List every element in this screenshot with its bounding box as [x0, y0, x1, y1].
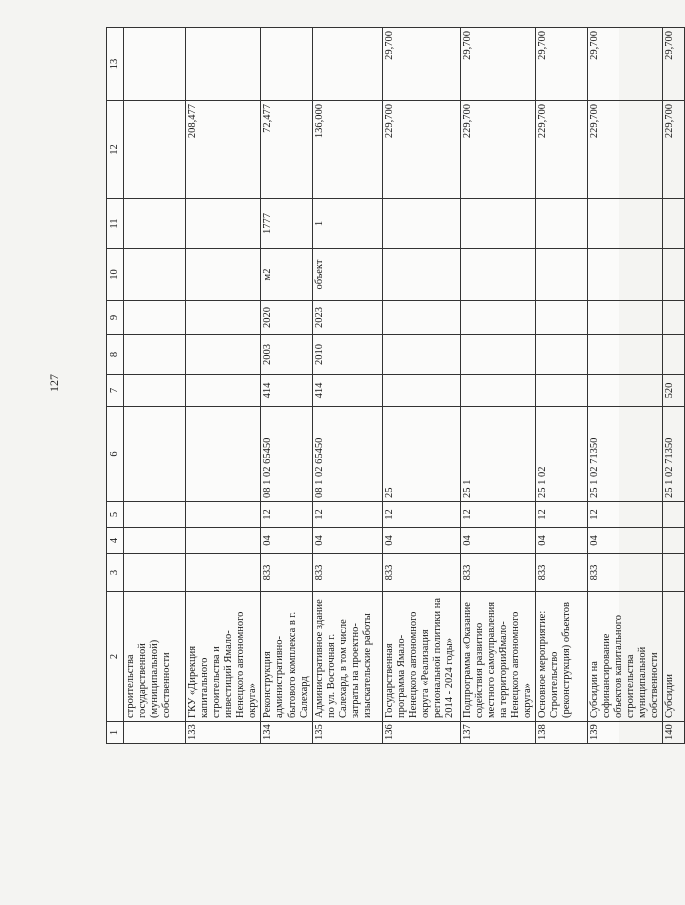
table-cell-c10: [124, 249, 186, 301]
table-cell-n: 136: [382, 722, 460, 744]
table-cell-c5: 12: [536, 502, 588, 528]
table-cell-c10: [186, 249, 261, 301]
table-row: [382, 28, 460, 744]
table-cell-c8: [124, 335, 186, 375]
table-cell-c7: 414: [312, 375, 382, 407]
table-cell-c5: 12: [382, 502, 460, 528]
table-cell-c6: [186, 407, 261, 502]
table-cell-c7: 414: [261, 375, 312, 407]
table-cell-c9: [663, 301, 685, 335]
table-cell-c10: [460, 249, 535, 301]
table-cell-name: строительства государственной (муниципальной) собственности: [124, 592, 186, 722]
table-cell-c5: [663, 502, 685, 528]
table-cell-n: [124, 722, 186, 744]
table-cell-c6: 08 1 02 65450: [312, 407, 382, 502]
table-cell-c13: 29,700: [382, 28, 460, 101]
table-cell-c7: [588, 375, 663, 407]
table-cell-c6: [124, 407, 186, 502]
header-cell: 8: [107, 335, 124, 375]
table-cell-c11: [536, 199, 588, 249]
table-cell-c7: [186, 375, 261, 407]
table-cell-c6: 25 1 02: [536, 407, 588, 502]
table-cell-c13: [186, 28, 261, 101]
table-cell-c9: [460, 301, 535, 335]
table-cell-c11: [663, 199, 685, 249]
table-cell-n: 134: [261, 722, 312, 744]
table-row: [186, 28, 261, 744]
header-cell: 10: [107, 249, 124, 301]
table-cell-c4: 04: [460, 528, 535, 554]
table-cell-c4: [663, 528, 685, 554]
table-cell-c5: [124, 502, 186, 528]
table-cell-c11: [588, 199, 663, 249]
table-cell-c4: [186, 528, 261, 554]
table-cell-c4: 04: [312, 528, 382, 554]
table-cell-name: Субсидии на софинансирование объектов капитального строительства муниципальной собственности: [588, 592, 663, 722]
table-cell-c5: [186, 502, 261, 528]
table-cell-c8: [186, 335, 261, 375]
table-cell-c3: 833: [536, 554, 588, 592]
table-cell-c13: [261, 28, 312, 101]
table-row: [312, 28, 382, 744]
table-cell-c12: 229,700: [588, 101, 663, 199]
table-cell-c9: [536, 301, 588, 335]
table-cell-c10: [536, 249, 588, 301]
table-cell-n: 135: [312, 722, 382, 744]
table-cell-c8: 2003: [261, 335, 312, 375]
header-cell: 5: [107, 502, 124, 528]
table-cell-c13: [124, 28, 186, 101]
header-cell: 13: [107, 28, 124, 101]
table-cell-c5: 12: [588, 502, 663, 528]
table-cell-c12: 229,700: [536, 101, 588, 199]
table-cell-c11: 1: [312, 199, 382, 249]
table-cell-c4: [124, 528, 186, 554]
table-row: [124, 28, 186, 744]
table-cell-c3: 833: [261, 554, 312, 592]
table-cell-c3: 833: [382, 554, 460, 592]
table-cell-c5: 12: [261, 502, 312, 528]
table-cell-n: 139: [588, 722, 663, 744]
table-cell-c7: [382, 375, 460, 407]
table-cell-c12: 72,477: [261, 101, 312, 199]
table-cell-c8: [663, 335, 685, 375]
table-cell-c8: [382, 335, 460, 375]
table-cell-c7: [536, 375, 588, 407]
table-cell-n: 140: [663, 722, 685, 744]
header-cell: 6: [107, 407, 124, 502]
table-cell-c13: 29,700: [588, 28, 663, 101]
table-row: [460, 28, 535, 744]
table-cell-c9: [124, 301, 186, 335]
table-cell-c7: [124, 375, 186, 407]
table-cell-c10: м2: [261, 249, 312, 301]
table-cell-c12: 208,477: [186, 101, 261, 199]
table-cell-c13: 29,700: [663, 28, 685, 101]
table-cell-c11: [186, 199, 261, 249]
table-cell-c4: 04: [536, 528, 588, 554]
table-cell-c11: [124, 199, 186, 249]
table-cell-n: 133: [186, 722, 261, 744]
table-cell-c3: [663, 554, 685, 592]
table-cell-n: 138: [536, 722, 588, 744]
table-cell-c9: [588, 301, 663, 335]
table-cell-c3: 833: [312, 554, 382, 592]
table-cell-c10: объект: [312, 249, 382, 301]
table-row: [536, 28, 588, 744]
table-cell-c12: 229,700: [663, 101, 685, 199]
table-cell-c8: 2010: [312, 335, 382, 375]
table-cell-c12: 229,700: [460, 101, 535, 199]
header-cell: 7: [107, 375, 124, 407]
table-cell-c8: [460, 335, 535, 375]
header-cell: 4: [107, 528, 124, 554]
table-cell-name: Субсидии: [663, 592, 685, 722]
header-cell: 1: [107, 722, 124, 744]
table-cell-c11: 1777: [261, 199, 312, 249]
table-row: [261, 28, 312, 744]
header-cell: 11: [107, 199, 124, 249]
table-cell-name: Государственная программа Ямало-Ненецкого автономного округа «Реализация региональной политики на 2014 - 2024 годы»: [382, 592, 460, 722]
table-cell-c10: [588, 249, 663, 301]
header-row: [107, 28, 124, 744]
table-row: [588, 28, 663, 744]
table-cell-name: Административное здание по ул. Восточная г. Салехард, в том числе затраты на проектно-изыскательские работы: [312, 592, 382, 722]
table-cell-c8: [588, 335, 663, 375]
table-cell-c11: [460, 199, 535, 249]
table-cell-n: 137: [460, 722, 535, 744]
table-cell-c7: 520: [663, 375, 685, 407]
table-cell-c10: [663, 249, 685, 301]
table-cell-c3: 833: [588, 554, 663, 592]
table-cell-c11: [382, 199, 460, 249]
header-cell: 2: [107, 592, 124, 722]
budget-table: [106, 27, 685, 744]
table-cell-c9: 2020: [261, 301, 312, 335]
table-cell-c4: 04: [261, 528, 312, 554]
table-cell-c12: 229,700: [382, 101, 460, 199]
header-cell: 12: [107, 101, 124, 199]
table-cell-c10: [382, 249, 460, 301]
table-cell-c6: 08 1 02 65450: [261, 407, 312, 502]
table-cell-c3: [124, 554, 186, 592]
table-row: [663, 28, 685, 744]
table-cell-c5: 12: [460, 502, 535, 528]
table-cell-c6: 25: [382, 407, 460, 502]
table-cell-c6: 25 1 02 71350: [663, 407, 685, 502]
table-cell-name: ГКУ «Дирекция капитального строительства и инвестиций Ямало-Ненецкого автономного округа»: [186, 592, 261, 722]
table-cell-c9: [186, 301, 261, 335]
table-cell-c9: 2023: [312, 301, 382, 335]
table-cell-c13: [312, 28, 382, 101]
table-cell-c5: 12: [312, 502, 382, 528]
table-cell-c8: [536, 335, 588, 375]
page-number: 127: [47, 374, 61, 392]
table-cell-c4: 04: [588, 528, 663, 554]
table-cell-c13: 29,700: [536, 28, 588, 101]
header-cell: 3: [107, 554, 124, 592]
table-cell-name: Основное мероприятие: Строительство (реконструкция) объектов: [536, 592, 588, 722]
budget-table-container: [106, 28, 676, 744]
table-cell-name: Реконструкция административно-бытового комплекса в г. Салехард: [261, 592, 312, 722]
table-cell-c4: 04: [382, 528, 460, 554]
table-cell-c7: [460, 375, 535, 407]
table-cell-c3: [186, 554, 261, 592]
table-cell-c6: 25 1: [460, 407, 535, 502]
table-cell-c12: 136,000: [312, 101, 382, 199]
table-cell-c12: [124, 101, 186, 199]
table-cell-c6: 25 1 02 71350: [588, 407, 663, 502]
table-cell-name: Подпрограмма «Оказание содействия развитию местного самоуправления на территорииЯмало-Ненецкого автономного округа»: [460, 592, 535, 722]
table-cell-c3: 833: [460, 554, 535, 592]
table-cell-c13: 29,700: [460, 28, 535, 101]
header-cell: 9: [107, 301, 124, 335]
table-cell-c9: [382, 301, 460, 335]
